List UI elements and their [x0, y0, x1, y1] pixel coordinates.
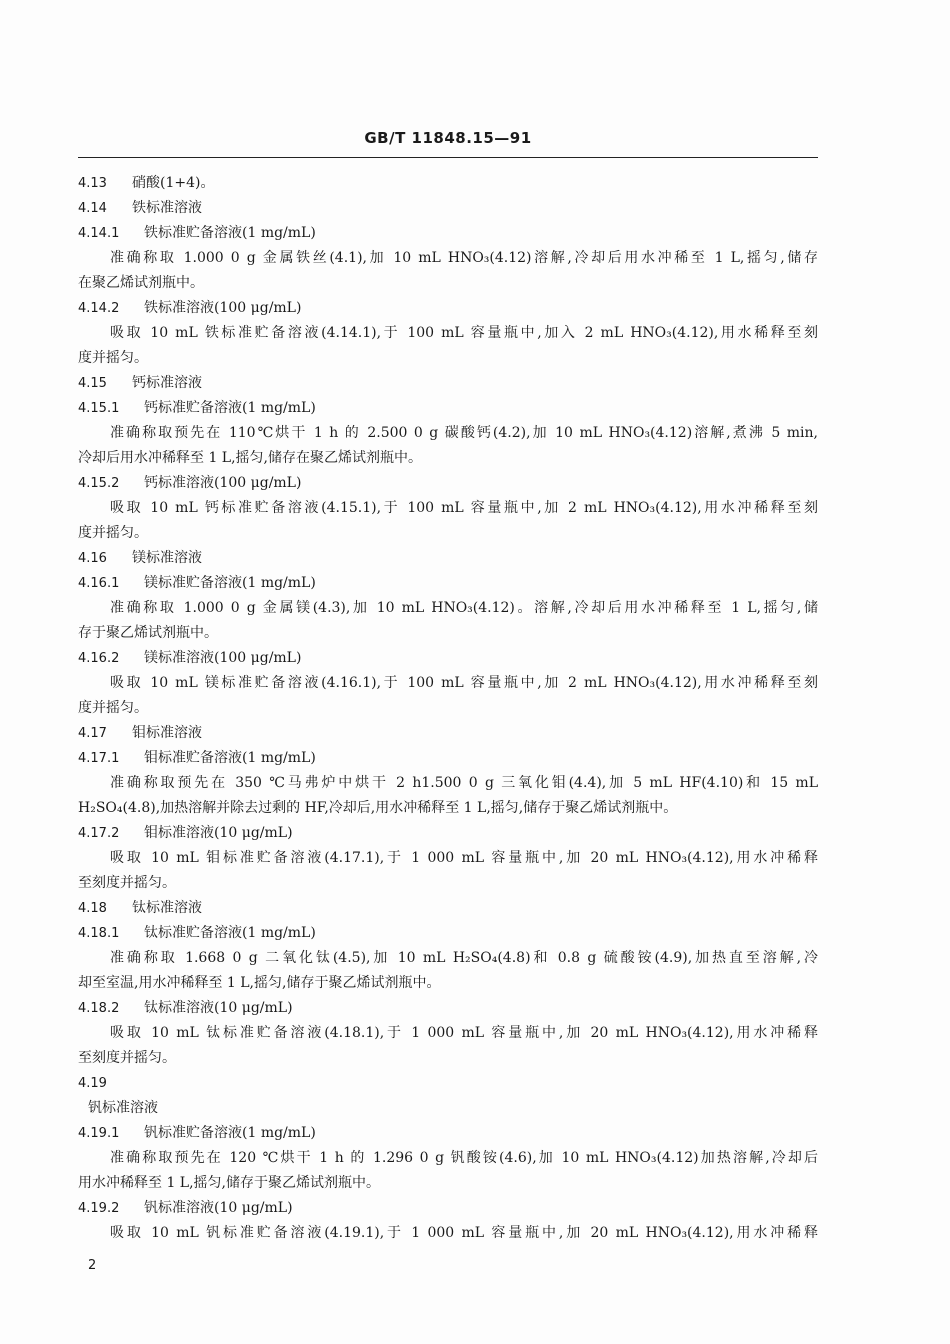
paragraph-line: 准确称取 1.000 0 g 金属镁(4.3),加 10 mL HNO₃(4.12)。溶解,冷却后用水冲稀释至 1 L,摇匀,储 [110, 600, 818, 616]
section-number: 4.19 [78, 1076, 107, 1091]
section-title: 铁标准溶液 [132, 200, 202, 216]
section-heading [78, 721, 818, 746]
section-title: 镁标准溶液(100 μg/mL) [144, 650, 302, 666]
section-title: 硝酸(1+4)。 [132, 175, 215, 191]
section-number: 4.17 [78, 726, 107, 741]
section-number: 4.19.1 [78, 1126, 120, 1141]
section-title: 铁标准溶液(100 μg/mL) [144, 300, 302, 316]
section-number: 4.16 [78, 551, 107, 566]
subsection-heading [78, 996, 818, 1021]
section-number: 4.15.2 [78, 476, 120, 491]
section-number: 4.17.2 [78, 826, 120, 841]
paragraph-continuation: 度并摇匀。 [78, 700, 148, 716]
subsection-heading [78, 221, 818, 246]
subsection-heading [78, 646, 818, 671]
paragraph-line: 吸取 10 mL 钒标准贮备溶液(4.19.1),于 1 000 mL 容量瓶中,加 20 mL HNO₃(4.12),用水冲稀释 [110, 1225, 818, 1241]
paragraph-line: 吸取 10 mL 钙标准贮备溶液(4.15.1),于 100 mL 容量瓶中,加 2 mL HNO₃(4.12),用水冲稀释至刻 [110, 500, 818, 516]
paragraph-continuation: 至刻度并摇匀。 [78, 1050, 176, 1066]
section-number: 4.16.2 [78, 651, 120, 666]
section-title: 镁标准溶液 [132, 550, 202, 566]
paragraph-continuation: 用水冲稀释至 1 L,摇匀,储存于聚乙烯试剂瓶中。 [78, 1175, 381, 1191]
subsection-heading [78, 746, 818, 771]
paragraph-continuation: 却至室温,用水冲稀释至 1 L,摇匀,储存于聚乙烯试剂瓶中。 [78, 975, 441, 991]
header-divider [78, 157, 818, 158]
paragraph-line: 准确称取 1.668 0 g 二氧化钛(4.5),加 10 mL H₂SO₄(4.8)和 0.8 g 硫酸铵(4.9),加热直至溶解,冷 [110, 950, 818, 966]
section-number: 4.19.2 [78, 1201, 120, 1216]
paragraph-line: 吸取 10 mL 钛标准贮备溶液(4.18.1),于 1 000 mL 容量瓶中,加 20 mL HNO₃(4.12),用水冲稀释 [110, 1025, 818, 1041]
subsection-heading [78, 471, 818, 496]
section-title: 钒标准溶液 [88, 1100, 158, 1116]
section-number: 4.15.1 [78, 401, 120, 416]
section-title: 钒标准溶液(10 μg/mL) [144, 1200, 293, 1216]
section-number: 4.14.1 [78, 226, 120, 241]
section-title: 钼标准贮备溶液(1 mg/mL) [144, 750, 316, 766]
section-number: 4.15 [78, 376, 107, 391]
paragraph-line: 准确称取预先在 120 ℃烘干 1 h 的 1.296 0 g 钒酸铵(4.6),加 10 mL HNO₃(4.12)加热溶解,冷却后 [110, 1150, 818, 1166]
paragraph-continuation: 度并摇匀。 [78, 525, 148, 541]
document-body [78, 171, 818, 1246]
section-title: 镁标准贮备溶液(1 mg/mL) [144, 575, 316, 591]
paragraph-line: 吸取 10 mL 镁标准贮备溶液(4.16.1),于 100 mL 容量瓶中,加 2 mL HNO₃(4.12),用水冲稀释至刻 [110, 675, 818, 691]
section-title: 钛标准溶液(10 μg/mL) [144, 1000, 293, 1016]
section-number: 4.14.2 [78, 301, 120, 316]
section-title: 铁标准贮备溶液(1 mg/mL) [144, 225, 316, 241]
paragraph-continuation: H₂SO₄(4.8),加热溶解并除去过剩的 HF,冷却后,用水冲稀释至 1 L,摇匀,储存于聚乙烯试剂瓶中。 [78, 800, 678, 816]
section-number: 4.13 [78, 176, 107, 191]
subsection-heading [78, 571, 818, 596]
section-number: 4.16.1 [78, 576, 120, 591]
subsection-heading [78, 1121, 818, 1146]
page-header [78, 126, 818, 156]
section-heading [78, 896, 818, 921]
standard-number: GB/T 11848.15—91 [364, 129, 532, 147]
section-heading [78, 546, 818, 571]
section-heading [78, 171, 818, 196]
section-number: 4.18.2 [78, 1001, 120, 1016]
paragraph-continuation: 存于聚乙烯试剂瓶中。 [78, 625, 218, 641]
section-number: 4.18 [78, 901, 107, 916]
paragraph-continuation: 冷却后用水冲稀释至 1 L,摇匀,储存在聚乙烯试剂瓶中。 [78, 450, 423, 466]
paragraph-line: 吸取 10 mL 钼标准贮备溶液(4.17.1),于 1 000 mL 容量瓶中,加 20 mL HNO₃(4.12),用水冲稀释 [110, 850, 818, 866]
section-title: 钼标准溶液(10 μg/mL) [144, 825, 293, 841]
paragraph-continuation: 在聚乙烯试剂瓶中。 [78, 275, 204, 291]
section-heading [78, 196, 818, 221]
paragraph-continuation: 度并摇匀。 [78, 350, 148, 366]
section-title: 钙标准溶液 [132, 375, 202, 391]
section-title: 钛标准贮备溶液(1 mg/mL) [144, 925, 316, 941]
section-number-line [78, 1071, 818, 1096]
section-heading [78, 371, 818, 396]
paragraph-line: 吸取 10 mL 铁标准贮备溶液(4.14.1),于 100 mL 容量瓶中,加入 2 mL HNO₃(4.12),用水稀释至刻 [110, 325, 818, 341]
section-title: 钙标准贮备溶液(1 mg/mL) [144, 400, 316, 416]
subsection-heading [78, 296, 818, 321]
paragraph-continuation: 至刻度并摇匀。 [78, 875, 176, 891]
section-number: 4.14 [78, 201, 107, 216]
section-title: 钙标准溶液(100 μg/mL) [144, 475, 302, 491]
subsection-heading [78, 396, 818, 421]
page-number: 2 [88, 1258, 97, 1273]
section-title: 钒标准贮备溶液(1 mg/mL) [144, 1125, 316, 1141]
section-title: 钛标准溶液 [132, 900, 202, 916]
section-title: 钼标准溶液 [132, 725, 202, 741]
section-number: 4.18.1 [78, 926, 120, 941]
subsection-heading [78, 821, 818, 846]
paragraph-line: 准确称取 1.000 0 g 金属铁丝(4.1),加 10 mL HNO₃(4.12)溶解,冷却后用水冲稀至 1 L,摇匀,储存 [110, 250, 818, 266]
subsection-heading [78, 1196, 818, 1221]
subsection-heading [78, 921, 818, 946]
paragraph-line: 准确称取预先在 350 ℃马弗炉中烘干 2 h1.500 0 g 三氧化钼(4.4),加 5 mL HF(4.10)和 15 mL [110, 775, 818, 791]
paragraph-line: 准确称取预先在 110℃烘干 1 h 的 2.500 0 g 碳酸钙(4.2),加 10 mL HNO₃(4.12)溶解,煮沸 5 min, [110, 425, 818, 441]
section-number: 4.17.1 [78, 751, 120, 766]
